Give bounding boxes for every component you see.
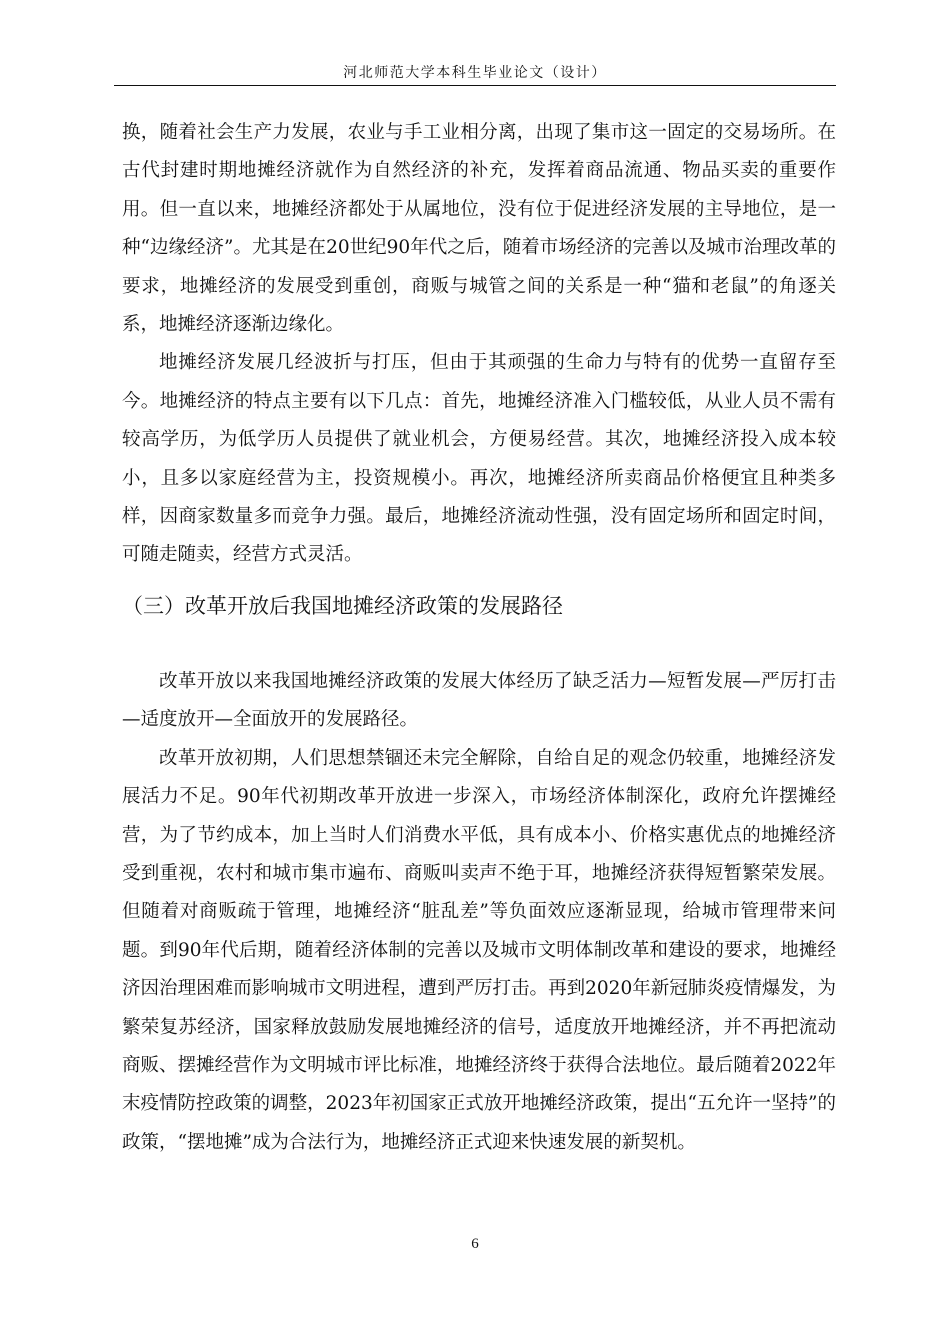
page-number: 6 xyxy=(471,1236,479,1252)
paragraph-policy-history: 改革开放初期，人们思想禁锢还未完全解除，自给自足的观念仍较重，地摊经济发展活力不足。90年代初期改革开放进一步深入，市场经济体制深化，政府允许摆摊经营，为了节约成本，加上当时人们消费水平低，具有成本小、价格实惠优点的地摊经济受到重视，农村和城市集市遍布、商贩叫卖声不绝于耳，地摊经济获得短暂繁荣发展。但随着对商贩疏于管理，地摊经济“脏乱差”等负面效应逐渐显现，给城市管理带来问题。到90年代后期，随着经济体制的完善以及城市文明体制改革和建设的要求，地摊经济因治理困难而影响城市文明进程，遭到严厉打击。再到2020年新冠肺炎疫情爆发，为繁荣复苏经济，国家释放鼓励发展地摊经济的信号，适度放开地摊经济，并不再把流动商贩、摆摊经营作为文明城市评比标准，地摊经济终于获得合法地位。最后随着2022年末疫情防控政策的调整，2023年初国家正式放开地摊经济政策，提出“五允许一坚持”的政策，“摆地摊”成为合法行为，地摊经济正式迎来快速发展的新契机。 xyxy=(122,747,836,1153)
paragraph-characteristics: 地摊经济发展几经波折与打压，但由于其顽强的生命力与特有的优势一直留存至今。地摊经济的特点主要有以下几点：首先，地摊经济准入门槛较低，从业人员不需有较高学历，为低学历人员提供了就业机会，方便易经营。其次，地摊经济投入成本较小，且多以家庭经营为主，投资规模小。再次，地摊经济所卖商品价格便宜且种类多样，因商家数量多而竞争力强。最后，地摊经济流动性强，没有固定场所和固定时间，可随走随卖，经营方式灵活。 xyxy=(122,352,836,566)
paragraph-continued: 换，随着社会生产力发展，农业与手工业相分离，出现了集市这一固定的交易场所。在古代封建时期地摊经济就作为自然经济的补充，发挥着商品流通、物品买卖的重要作用。但一直以来，地摊经济都处于从属地位，没有位于促进经济发展的主导地位，是一种“边缘经济”。尤其是在20世纪90年代之后，随着市场经济的完善以及城市治理改革的要求，地摊经济的发展受到重创，商贩与城管之间的关系是一种“猫和老鼠”的角逐关系，地摊经济逐渐边缘化。 xyxy=(122,122,836,336)
running-header: 河北师范大学本科生毕业论文（设计） xyxy=(343,65,607,81)
body-section-a xyxy=(122,114,836,575)
paragraph-policy-path: 改革开放以来我国地摊经济政策的发展大体经历了缺乏活力—短暂发展—严厉打击—适度放开—全面放开的发展路径。 xyxy=(122,671,836,731)
body-section-b xyxy=(122,663,836,1162)
header-rule xyxy=(114,85,836,86)
section-heading: （三）改革开放后我国地摊经济政策的发展路径 xyxy=(122,594,563,618)
